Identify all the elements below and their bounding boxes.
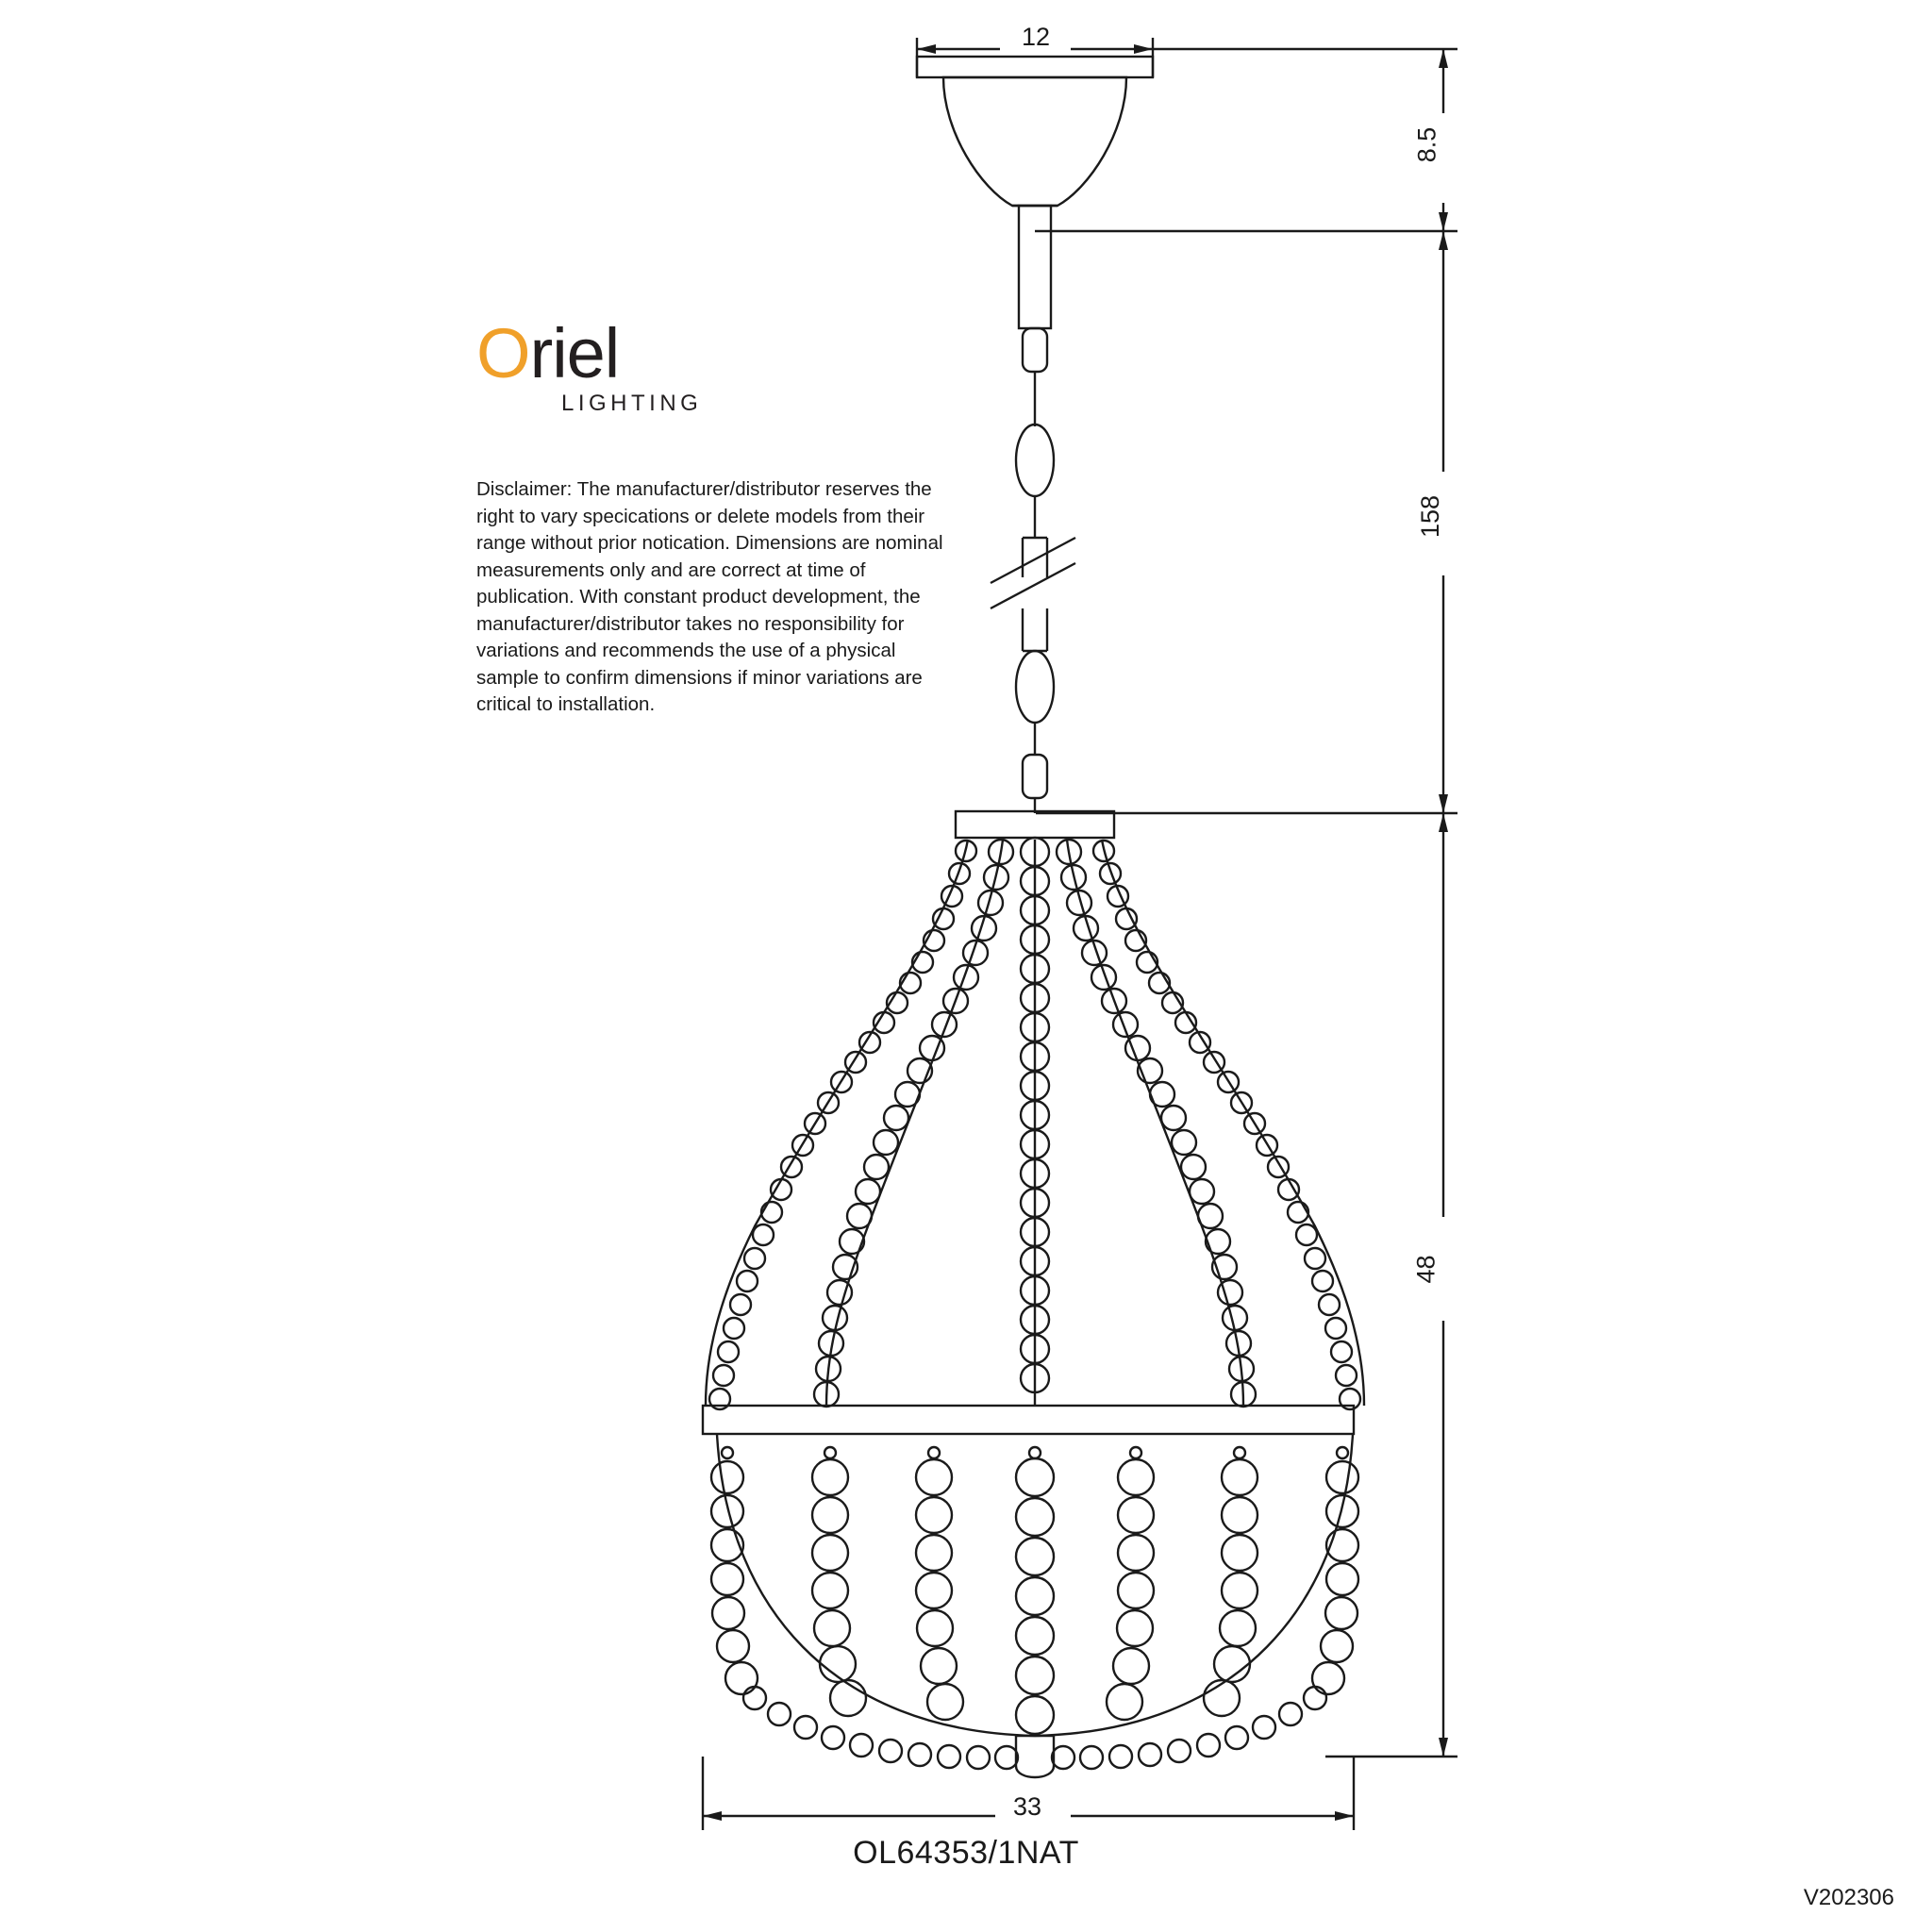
disclaimer-text: Disclaimer: The manufacturer/distributor reserves the right to vary specications or delete models from their range without prior notication. Dimensions are nominal measurements only and are correct at time of publication. With constant product development, the manufacturer/distributor takes no responsibility for variations and recommends the use of a physical sample to confirm dimensions if minor variations are critical to installation. — [476, 478, 943, 715]
bottom-finial — [1016, 1736, 1054, 1777]
strand-guide — [1067, 840, 1243, 1406]
lower-bead-strands — [711, 1434, 1358, 1777]
bead-group-lower-vertical — [711, 1447, 1358, 1734]
break-line-2 — [991, 563, 1075, 608]
dimension-label-bottom-width: 33 — [1013, 1792, 1042, 1821]
chain-link — [1023, 328, 1047, 372]
suspension-rod — [1019, 206, 1051, 328]
dimension-label-body-height: 48 — [1411, 1255, 1441, 1284]
top-frame-ring — [956, 811, 1114, 838]
dimension-label-canopy-height: 8.5 — [1412, 126, 1441, 163]
dimension-label-top-width: 12 — [1022, 23, 1051, 51]
chain-link — [1023, 755, 1047, 798]
brand-initial: O — [476, 314, 530, 392]
suspension-chain — [991, 328, 1075, 813]
middle-frame-bar — [703, 1406, 1354, 1434]
brand-wordmark — [476, 314, 759, 392]
version-code: V202306 — [1803, 1885, 1894, 1910]
canopy-plate — [917, 57, 1153, 77]
break-line-1 — [991, 538, 1075, 583]
brand-subtitle: LIGHTING — [561, 391, 703, 416]
dimension-label-drop-height: 158 — [1416, 494, 1445, 539]
brand-logo — [476, 314, 759, 417]
chain-link — [1016, 651, 1054, 723]
chain-link — [1016, 425, 1054, 496]
canopy-dome — [943, 77, 1126, 206]
strand-guide — [826, 840, 1003, 1406]
model-code: OL64353/1NAT — [853, 1835, 1079, 1871]
brand-name-rest: riel — [529, 314, 620, 392]
